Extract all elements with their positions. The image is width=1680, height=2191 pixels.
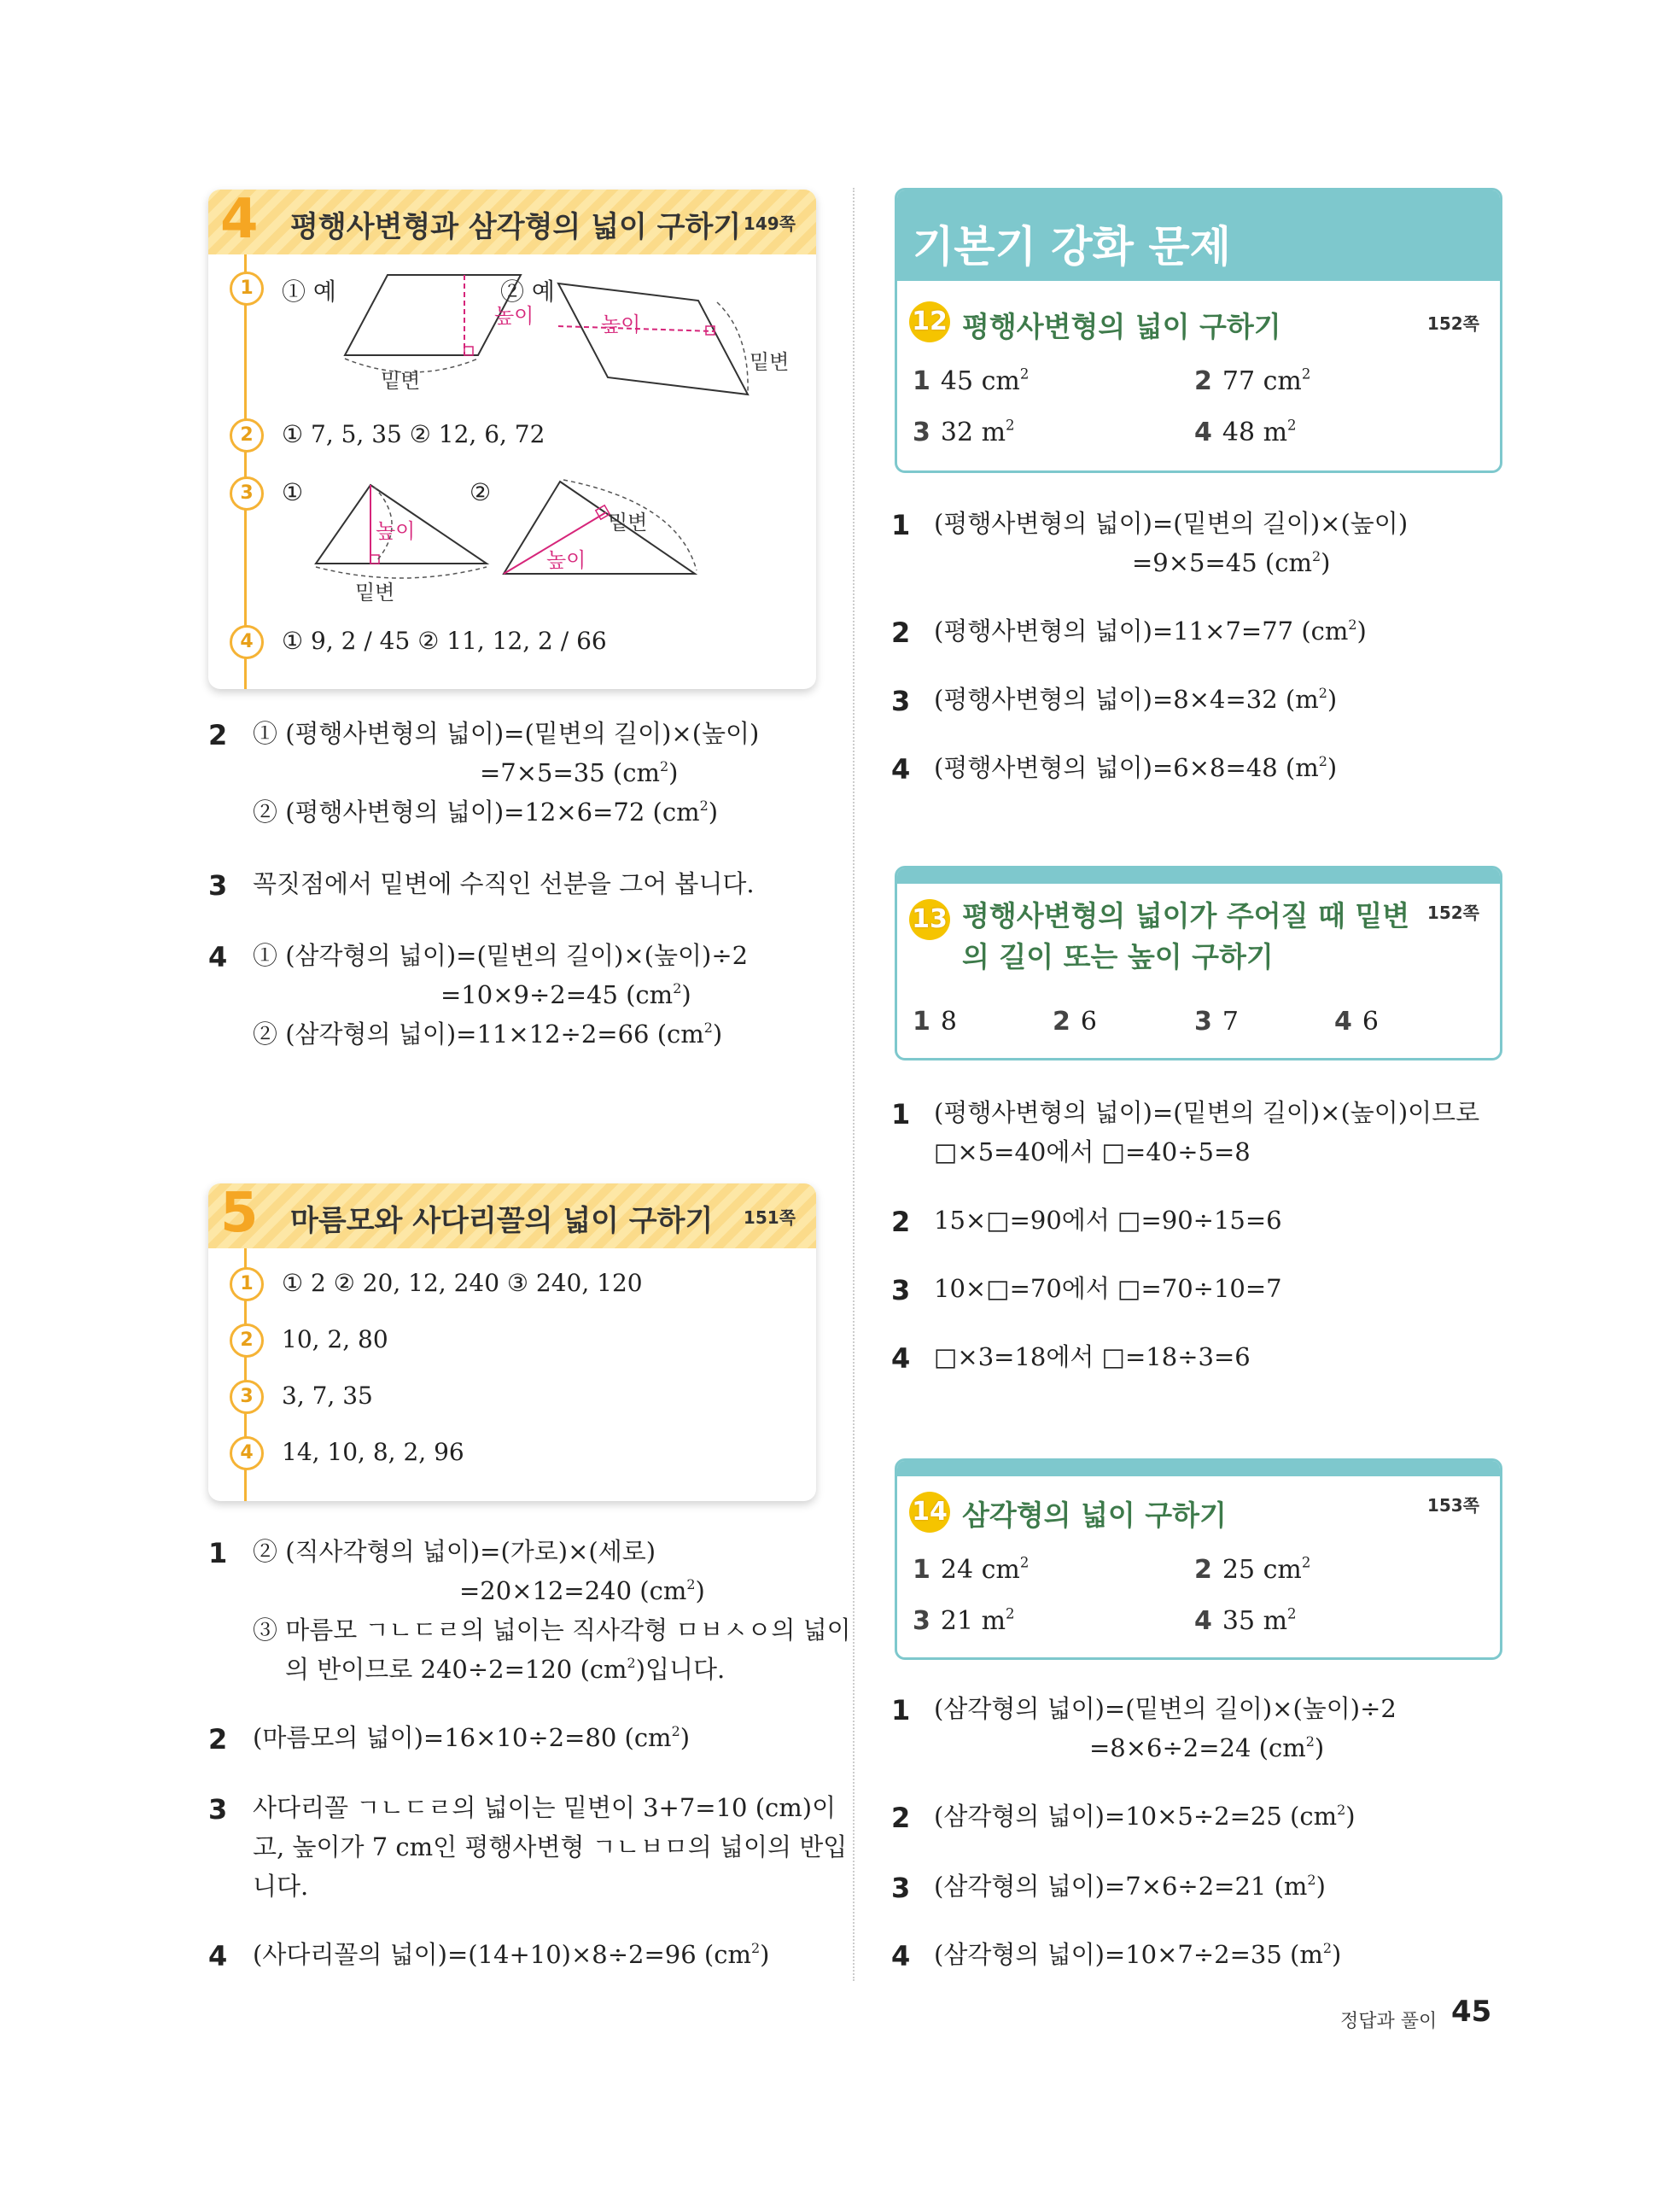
explanation-line: (사다리꼴의 넓이)=(14+10)×8÷2=96 $(cm^2)$ <box>253 1940 770 1969</box>
answer-item: 3 32 $m^2$ <box>913 417 1015 447</box>
explanation-line: ② (평행사변형의 넓이)=12×6=72 $(cm^2)$ <box>253 798 719 827</box>
explanation-number: 1 <box>891 509 911 541</box>
explanation-line: =7×5=35 $(cm^2)$ <box>480 758 679 787</box>
page-ref: 152쪽 <box>1426 313 1479 334</box>
answer-text: ① 2 ② 20, 12, 240 ③ 240, 120 <box>282 1269 643 1297</box>
explanation-line: 10×□=70에서 □=70÷10=7 <box>934 1274 1282 1303</box>
item-number: 4 <box>230 625 264 659</box>
explanation-line: (평행사변형의 넓이)=(밑변의 길이)×(높이)이므로 <box>934 1098 1480 1127</box>
basic-skills-header <box>897 190 1500 281</box>
answer-item: 1 8 <box>913 1007 957 1037</box>
explanation-number: 3 <box>891 685 911 717</box>
base-label: 밑변 <box>608 511 648 535</box>
problem-13-box <box>895 866 1502 1060</box>
section-title: 마름모와 사다리꼴의 넓이 구하기 <box>290 1204 714 1238</box>
section-number: 5 <box>220 1183 259 1245</box>
triangle-figure <box>499 476 712 596</box>
explanation-line: (삼각형의 넓이)=10×7÷2=35 $(m^2)$ <box>934 1940 1342 1969</box>
basic-skills-box <box>895 188 1502 473</box>
answer-item: 1 24 $cm^2$ <box>913 1554 1030 1585</box>
answer-item: 4 48 $m^2$ <box>1194 417 1297 447</box>
answer-label: ① 예 <box>282 278 336 306</box>
item-number: 2 <box>230 1323 264 1358</box>
explanation-number: 2 <box>891 1206 911 1238</box>
explanation-number: 1 <box>891 1694 911 1727</box>
explanation-number: 2 <box>208 1723 228 1756</box>
explanation-line: 꼭짓점에서 밑변에 수직인 선분을 그어 봅니다. <box>253 869 755 898</box>
section-number: 4 <box>220 190 259 251</box>
answer-item: 2 25 $cm^2$ <box>1194 1554 1311 1585</box>
explanation-line: (평행사변형의 넓이)=8×4=32 $(m^2)$ <box>934 685 1338 714</box>
item-number: 3 <box>230 1380 264 1414</box>
explanation-line: (마름모의 넓이)=16×10÷2=80 $(cm^2)$ <box>253 1723 691 1752</box>
answer-item: 2 6 <box>1053 1007 1097 1037</box>
explanation-number: 1 <box>891 1098 911 1131</box>
explanation-line: □×3=18에서 □=18÷3=6 <box>934 1342 1251 1371</box>
answer-text: 3, 7, 35 <box>282 1382 373 1410</box>
answer-text: ① 7, 5, 35 ② 12, 6, 72 <box>282 420 545 448</box>
item-number: 1 <box>230 1267 264 1301</box>
explanation-number: 3 <box>891 1274 911 1306</box>
problem-title: 의 길이 또는 높이 구하기 <box>962 940 1274 973</box>
explanation-number: 3 <box>891 1872 911 1904</box>
column-divider <box>853 188 855 1981</box>
base-label: 밑변 <box>750 350 790 374</box>
base-label: 밑변 <box>381 369 421 393</box>
page-ref: 152쪽 <box>1426 903 1479 923</box>
parallelogram-figure <box>550 275 772 412</box>
explanation-line: 의 반이므로 240÷2=120 $(cm^2)$입니다. <box>285 1655 726 1684</box>
section-5-box <box>208 1183 816 1501</box>
explanation-line: 15×□=90에서 □=90÷15=6 <box>934 1206 1282 1235</box>
explanation-number: 4 <box>208 941 228 973</box>
problem-title: 삼각형의 넓이 구하기 <box>962 1499 1227 1532</box>
explanation-line: =9×5=45 $(cm^2)$ <box>1132 548 1331 577</box>
explanation-line: 고, 높이가 7 cm인 평행사변형 ㄱㄴㅂㅁ의 넓이의 반입 <box>253 1832 848 1861</box>
page-number: 45 <box>1451 1995 1492 2029</box>
item-number: 2 <box>230 418 264 453</box>
answer-item: 1 45 $cm^2$ <box>913 365 1030 396</box>
page-ref: 149쪽 <box>743 213 796 234</box>
explanation-line: (평행사변형의 넓이)=11×7=77 $(cm^2)$ <box>934 616 1367 646</box>
explanation-number: 3 <box>208 1793 228 1826</box>
answer-item: 2 77 $cm^2$ <box>1194 365 1311 396</box>
page-ref: 151쪽 <box>743 1207 796 1228</box>
explanation-number: 2 <box>891 616 911 649</box>
explanation-number: 1 <box>208 1537 228 1569</box>
footer-label: 정답과 풀이 <box>1340 2011 1438 2032</box>
answer-text: 14, 10, 8, 2, 96 <box>282 1438 464 1466</box>
height-label: 높이 <box>546 548 586 572</box>
answer-item: 4 6 <box>1334 1007 1379 1037</box>
explanation-line: □×5=40에서 □=40÷5=8 <box>934 1137 1251 1166</box>
explanation-line: =10×9÷2=45 $(cm^2)$ <box>440 980 691 1009</box>
item-number: 1 <box>230 272 264 306</box>
base-label: 밑변 <box>355 581 395 605</box>
explanation-line: (평행사변형의 넓이)=(밑변의 길이)×(높이) <box>934 509 1409 538</box>
explanation-line: (삼각형의 넓이)=7×6÷2=21 $(m^2)$ <box>934 1872 1326 1901</box>
section-4-box <box>208 190 816 689</box>
answer-label: ① <box>282 478 304 506</box>
explanation-line: ③ 마름모 ㄱㄴㄷㄹ의 넓이는 직사각형 ㅁㅂㅅㅇ의 넓이 <box>253 1615 851 1645</box>
answer-text: ① 9, 2 / 45 ② 11, 12, 2 / 66 <box>282 627 607 655</box>
section-5-header <box>208 1183 816 1248</box>
explanation-number: 4 <box>891 1342 911 1375</box>
box-top-bar <box>897 868 1500 884</box>
problem-title: 평행사변형의 넓이가 주어질 때 밑변 <box>962 899 1410 932</box>
explanation-number: 4 <box>891 753 911 786</box>
section-title: 평행사변형과 삼각형의 넓이 구하기 <box>290 210 742 244</box>
parallelogram-figure <box>336 266 533 403</box>
answer-label: ② 예 <box>500 278 555 306</box>
explanation-line: (삼각형의 넓이)=10×5÷2=25 $(cm^2)$ <box>934 1802 1356 1831</box>
explanation-line: =20×12=240 $(cm^2)$ <box>459 1576 705 1605</box>
problem-number-badge: 14 <box>909 1492 950 1533</box>
answer-item: 3 7 <box>1194 1007 1239 1037</box>
height-label: 높이 <box>494 304 534 328</box>
page-section-title: 기본기 강화 문제 <box>913 222 1231 272</box>
explanation-line: ① (삼각형의 넓이)=(밑변의 길이)×(높이)÷2 <box>253 941 749 970</box>
explanation-line: ② (직사각형의 넓이)=(가로)×(세로) <box>253 1537 656 1566</box>
explanation-line: (평행사변형의 넓이)=6×8=48 $(m^2)$ <box>934 753 1338 782</box>
explanation-number: 4 <box>208 1940 228 1972</box>
problem-14-box <box>895 1458 1502 1660</box>
problem-number-badge: 12 <box>909 301 950 342</box>
timeline-line <box>244 254 247 689</box>
explanation-line: (삼각형의 넓이)=(밑변의 길이)×(높이)÷2 <box>934 1694 1397 1723</box>
explanation-number: 3 <box>208 869 228 902</box>
explanation-number: 2 <box>208 719 228 751</box>
explanation-line: =8×6÷2=24 $(cm^2)$ <box>1089 1733 1325 1762</box>
height-label: 높이 <box>376 519 416 543</box>
section-4-header <box>208 190 816 254</box>
answer-label: ② <box>470 478 492 506</box>
answer-item: 3 21 $m^2$ <box>913 1605 1015 1636</box>
item-number: 4 <box>230 1436 264 1470</box>
explanation-line: 사다리꼴 ㄱㄴㄷㄹ의 넓이는 밑변이 3+7=10 (cm)이 <box>253 1793 837 1822</box>
explanation-number: 4 <box>891 1940 911 1972</box>
explanation-line: ① (평행사변형의 넓이)=(밑변의 길이)×(높이) <box>253 719 760 748</box>
height-label: 높이 <box>601 313 641 336</box>
item-number: 3 <box>230 476 264 511</box>
explanation-line: ② (삼각형의 넓이)=11×12÷2=66 $(cm^2)$ <box>253 1020 723 1049</box>
problem-title: 평행사변형의 넓이 구하기 <box>962 310 1281 343</box>
answer-item: 4 35 $m^2$ <box>1194 1605 1297 1636</box>
explanation-line: 니다. <box>253 1872 309 1901</box>
page-ref: 153쪽 <box>1426 1495 1479 1516</box>
answer-text: 10, 2, 80 <box>282 1325 388 1353</box>
box-top-bar <box>897 1461 1500 1476</box>
explanation-number: 2 <box>891 1802 911 1834</box>
problem-number-badge: 13 <box>909 899 950 940</box>
